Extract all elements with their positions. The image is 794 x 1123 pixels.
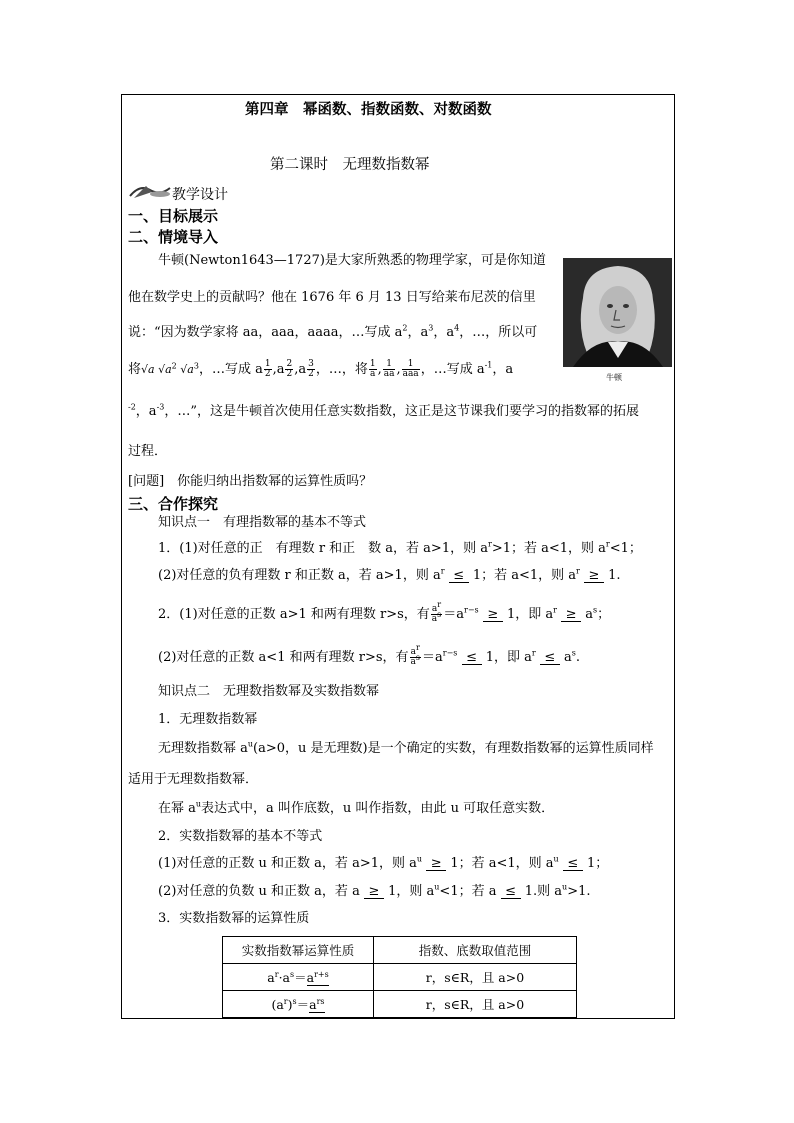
pen-icon <box>128 180 172 200</box>
intro-line-1: 牛顿(Newton1643—1727)是大家所熟悉的物理学家，可是你知道 <box>158 253 546 268</box>
table-header: 实数指数幂运算性质 <box>223 937 374 964</box>
kp1-title: 知识点一 有理指数幂的基本不等式 <box>158 515 367 530</box>
real-ineq-1: (1)对任意的正数 u 和正数 a，若 a>1，则 $a^u \ge 1$；若 a<1，则 $a^u \le 1$； <box>158 854 609 871</box>
kp1-item-4: (2)对任意的正数 a<1 和两有理数 r>s，有 $\frac{ar}{as}$ $=a^{r-s} \le 1$，即 $a^r \le a^s$. <box>158 643 580 667</box>
kp2-sub-2: 2．实数指数幂的基本不等式 <box>158 829 323 844</box>
question: [问题] 你能归纳出指数幂的运算性质吗？ <box>128 474 373 489</box>
table-cell: $(a^r)^s=a^{rs}$ <box>223 991 374 1018</box>
intro-line-3: 说：“因为数学家将 aa，aaa，aaaa，…写成 $a^2$，$a^3$，$a^4$，…，所以可 <box>128 323 538 340</box>
section-explore: 三、合作探究 <box>128 495 219 513</box>
intro-line-6: 过程． <box>128 444 168 459</box>
irrational-line-1: 无理数指数幂 $a^u(a>0$，u 是无理数)是一个确定的实数，有理数指数幂的运算性质同样 <box>158 739 654 756</box>
intro-line-4: 将√a $√a^2$ $√a^3$，…写成 a $\frac{1}{2}$ ,a $\frac{2}{2}$ ,a $\frac{3}{2}$ ，…，将 $\frac{1}{a}$ , $\frac{1}{aa}$ , $\frac{1}{\text{aaa}}$ ，…写成 $a^{-1}$，a <box>128 359 514 379</box>
intro-line-2: 他在数学史上的贡献吗？他在 1676 年 6 月 13 日写给莱布尼茨的信里 <box>128 290 536 305</box>
kp2-sub-3: 3．实数指数幂的运算性质 <box>158 911 310 926</box>
table-cell: r，s∈R，且 a>0 <box>374 991 577 1018</box>
table-header: 指数、底数取值范围 <box>374 937 577 964</box>
newton-portrait <box>563 258 672 367</box>
table-cell: r，s∈R，且 a>0 <box>374 964 577 991</box>
kp1-item-2: (2)对任意的负有理数 r 和正数 a，若 a>1，则 $a^r \le 1$；若 a<1，则 $a^r \ge 1$. <box>158 566 621 583</box>
properties-table <box>222 936 577 1018</box>
real-ineq-2: (2)对任意的负数 u 和正数 a，若 a ≥ 1，则 $a^u<1$；若 a ≤ 1.则 $a^u>1$. <box>158 882 591 899</box>
kp1-item-1: 1．(1)对任意的正 有理数 r 和正 数 a，若 a>1，则 $a^r>1$；若 a<1，则 $a^r<1$； <box>158 539 642 556</box>
table-row <box>223 964 577 991</box>
teaching-design-label: 教学设计 <box>172 187 228 203</box>
section-goals: 一、目标展示 <box>128 207 219 225</box>
lesson-title: 第二课时 无理数指数幂 <box>270 157 430 173</box>
intro-line-5: $^{-2}$，$a^{-3}$，…”，这是牛顿首次使用任意实数指数，这正是这节课我们要学习的指数幂的拓展 <box>128 402 640 419</box>
table-cell: $a^r\cdot a^s=a^{r+s}$ <box>223 964 374 991</box>
kp2-sub-1: 1．无理数指数幂 <box>158 712 258 727</box>
table-header-row <box>223 937 577 964</box>
chapter-title: 第四章 幂函数、指数函数、对数函数 <box>245 102 492 118</box>
kp2-title: 知识点二 无理数指数幂及实数指数幂 <box>158 684 380 699</box>
kp1-item-3: 2．(1)对任意的正数 a>1 和两有理数 r>s，有 $\frac{ar}{as}$ $=a^{r-s} \ge 1$，即 $a^r \ge a^s$； <box>158 600 611 624</box>
frac-1-2: $\frac{1}{2}$ <box>264 359 271 379</box>
portrait-caption: 牛顿 <box>606 373 622 382</box>
radical-terms: √a $√a^2$ $√a^3$ <box>141 361 199 376</box>
teaching-design-badge <box>128 180 172 204</box>
table-row <box>223 991 577 1018</box>
irrational-line-3: 在幂 $a^u$表达式中，a 叫作底数，u 叫作指数，由此 u 可取任意实数． <box>158 799 555 816</box>
section-intro: 二、情境导入 <box>128 228 219 246</box>
irrational-line-2: 适用于无理数指数幂． <box>128 772 259 787</box>
